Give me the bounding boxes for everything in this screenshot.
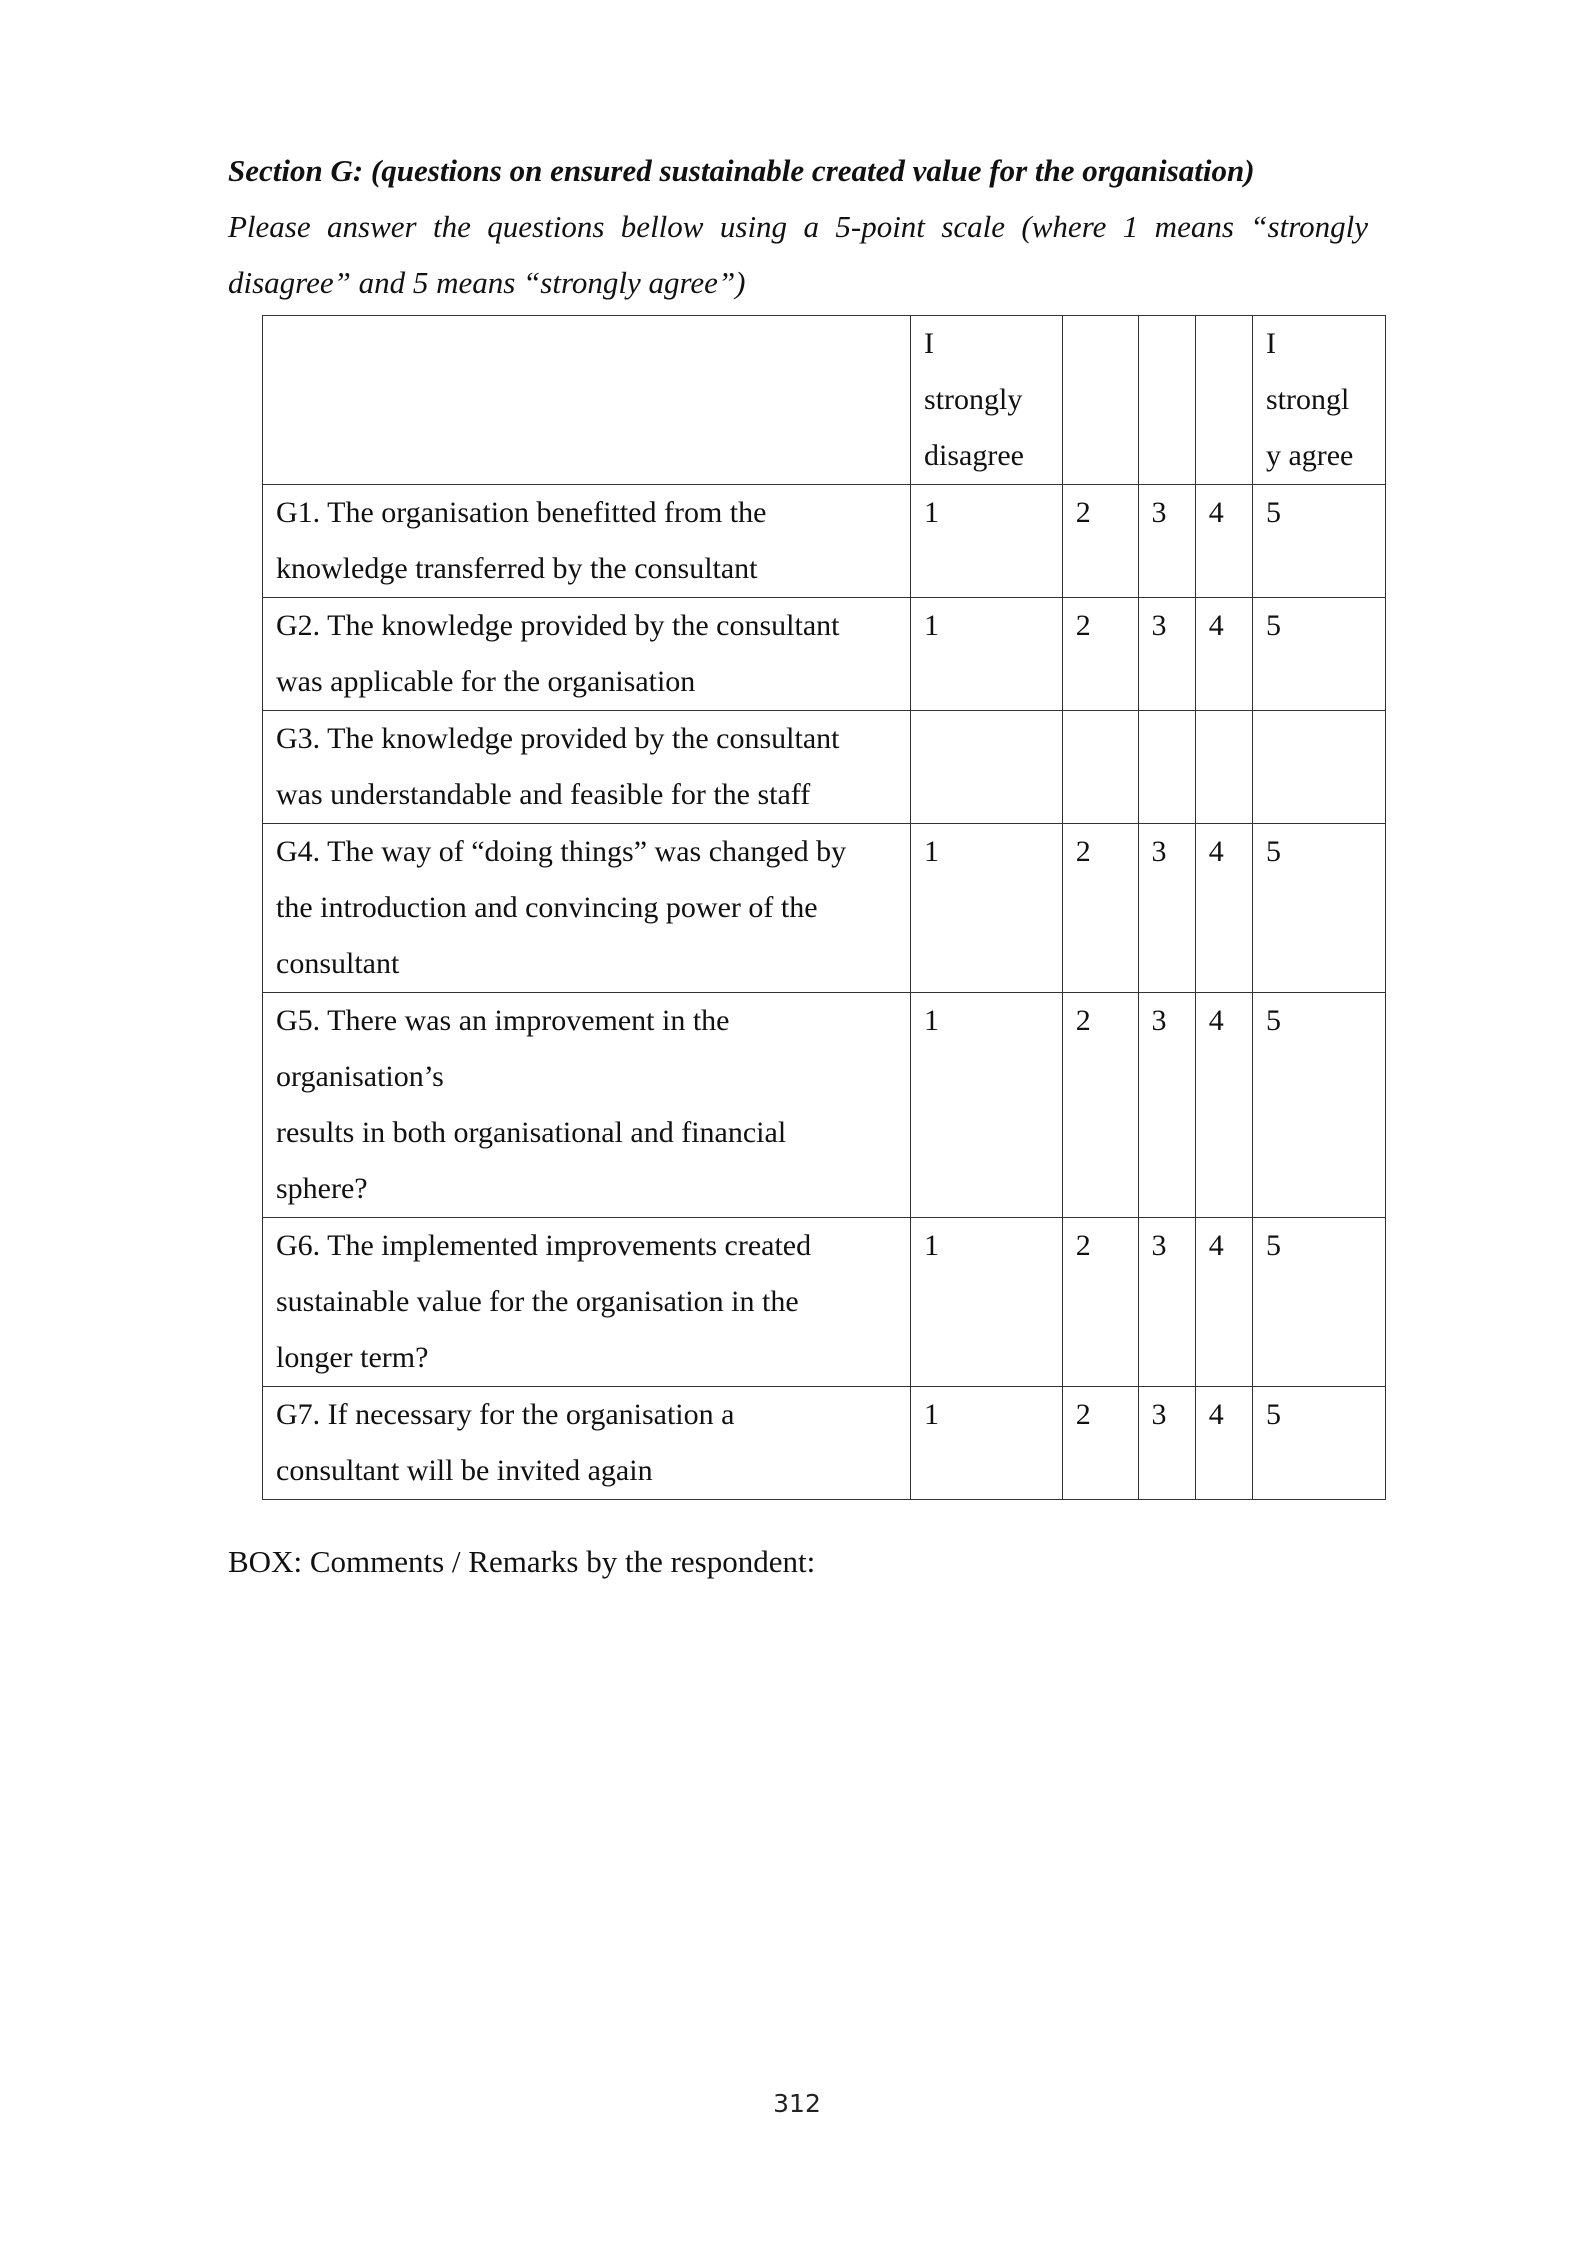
header-scale-3: [1138, 316, 1195, 485]
page-number: 312: [773, 2089, 821, 2118]
table-row: [263, 598, 1386, 711]
scale-option-4[interactable]: 4: [1195, 598, 1252, 711]
comments-box-label: BOX: Comments / Remarks by the respondent:: [228, 1544, 816, 1579]
scale-option-4[interactable]: 4: [1195, 824, 1252, 993]
table-row: [263, 824, 1386, 993]
scale-option-2[interactable]: 2: [1062, 1387, 1138, 1500]
question-cell: G5. There was an improvement in the organisation’s results in both organisational and financial sphere?: [263, 993, 911, 1218]
scale-option-4[interactable]: [1195, 711, 1252, 824]
scale-option-3[interactable]: 3: [1138, 1387, 1195, 1500]
scale-option-2[interactable]: 2: [1062, 598, 1138, 711]
scale-option-2[interactable]: 2: [1062, 1218, 1138, 1387]
scale-option-5[interactable]: 5: [1252, 824, 1385, 993]
scale-option-1[interactable]: 1: [911, 598, 1063, 711]
question-cell: G6. The implemented improvements created sustainable value for the organisation in the longer term?: [263, 1218, 911, 1387]
scale-option-3[interactable]: 3: [1138, 1218, 1195, 1387]
scale-option-3[interactable]: 3: [1138, 485, 1195, 598]
scale-option-3[interactable]: 3: [1138, 993, 1195, 1218]
scale-option-2[interactable]: 2: [1062, 485, 1138, 598]
scale-option-5[interactable]: 5: [1252, 598, 1385, 711]
question-cell: G1. The organisation benefitted from the knowledge transferred by the consultant: [263, 485, 911, 598]
scale-option-3[interactable]: [1138, 711, 1195, 824]
table-row: [263, 1387, 1386, 1500]
scale-option-4[interactable]: 4: [1195, 993, 1252, 1218]
scale-option-4[interactable]: 4: [1195, 485, 1252, 598]
header-strongly-agree: I strongl y agree: [1252, 316, 1385, 485]
table-header-row: [263, 316, 1386, 485]
header-scale-2: [1062, 316, 1138, 485]
scale-option-2[interactable]: [1062, 711, 1138, 824]
question-cell: G7. If necessary for the organisation a consultant will be invited again: [263, 1387, 911, 1500]
header-question-cell: [263, 316, 911, 485]
scale-option-1[interactable]: 1: [911, 993, 1063, 1218]
scale-option-1[interactable]: 1: [911, 485, 1063, 598]
scale-option-5[interactable]: 5: [1252, 1387, 1385, 1500]
scale-option-5[interactable]: 5: [1252, 485, 1385, 598]
table-row: [263, 485, 1386, 598]
table-row: [263, 1218, 1386, 1387]
table-row: [263, 711, 1386, 824]
scale-option-4[interactable]: 4: [1195, 1218, 1252, 1387]
scale-option-2[interactable]: 2: [1062, 824, 1138, 993]
scale-option-1[interactable]: [911, 711, 1063, 824]
scale-option-3[interactable]: 3: [1138, 598, 1195, 711]
table-row: [263, 993, 1386, 1218]
scale-option-1[interactable]: 1: [911, 1387, 1063, 1500]
scale-option-1[interactable]: 1: [911, 824, 1063, 993]
scale-option-3[interactable]: 3: [1138, 824, 1195, 993]
question-cell: G2. The knowledge provided by the consultant was applicable for the organisation: [263, 598, 911, 711]
question-cell: G3. The knowledge provided by the consultant was understandable and feasible for the staff: [263, 711, 911, 824]
header-scale-4: [1195, 316, 1252, 485]
scale-option-5[interactable]: 5: [1252, 993, 1385, 1218]
scale-option-5[interactable]: 5: [1252, 1218, 1385, 1387]
scale-option-2[interactable]: 2: [1062, 993, 1138, 1218]
survey-table: [262, 315, 1386, 1500]
question-cell: G4. The way of “doing things” was changed by the introduction and convincing power of the consultant: [263, 824, 911, 993]
scale-option-4[interactable]: 4: [1195, 1387, 1252, 1500]
scale-option-1[interactable]: 1: [911, 1218, 1063, 1387]
section-title: Section G: (questions on ensured sustainable created value for the organisation): [228, 153, 1255, 188]
instructions-text: Please answer the questions bellow using a 5-point scale (where 1 means “strongly disagree” and 5 means “strongly agree”): [228, 209, 1368, 300]
header-strongly-disagree: I strongly disagree: [911, 316, 1063, 485]
scale-option-5[interactable]: [1252, 711, 1385, 824]
